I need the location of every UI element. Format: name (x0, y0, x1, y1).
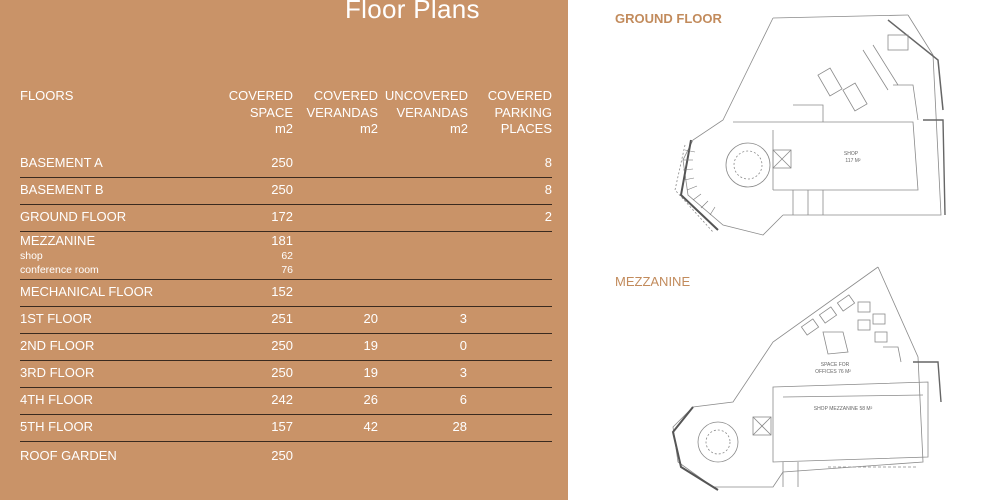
subitem-label: shop (20, 250, 43, 262)
floor-name: 1ST FLOOR (20, 311, 93, 326)
header-line: SPACE (249, 104, 293, 120)
uncovered-verandas-value: 3 (459, 311, 467, 326)
floor-name: 5TH FLOOR (20, 419, 93, 434)
covered-space-value: 250 (271, 182, 293, 197)
uncovered-verandas-value: 6 (459, 392, 467, 407)
ground-shop-area: 117 M² (845, 158, 861, 164)
header-line: COVERED (313, 88, 378, 103)
uncovered-verandas-value: 0 (459, 338, 467, 353)
covered-space-value: 250 (271, 365, 293, 380)
mezzanine-label: MEZZANINE (615, 274, 691, 289)
floor-name: ROOF GARDEN (20, 448, 117, 463)
covered-space-value: 172 (271, 209, 293, 224)
table-row (20, 306, 552, 334)
header-line: PARKING (494, 104, 552, 120)
ground-shop-label: SHOP (843, 151, 859, 157)
header-floors: FLOORS (20, 88, 74, 103)
covered-verandas-value: 26 (363, 392, 378, 407)
header-covered-parking (480, 88, 552, 138)
subitem-label: conference room (20, 264, 99, 276)
ground-floor-label: GROUND FLOOR (615, 11, 722, 26)
uncovered-verandas-value: 3 (459, 365, 467, 380)
table-row (20, 360, 552, 388)
table-row (20, 279, 552, 307)
table-row (20, 441, 552, 468)
header-line: COVERED (487, 88, 552, 103)
covered-verandas-value: 42 (363, 419, 378, 434)
uncovered-verandas-value: 28 (452, 419, 467, 434)
floor-name: MECHANICAL FLOOR (20, 284, 154, 299)
table-row (20, 150, 552, 178)
floor-name: GROUND FLOOR (20, 209, 127, 224)
table-row (20, 231, 552, 280)
header-line: UNCOVERED (384, 88, 468, 103)
floor-name: 4TH FLOOR (20, 392, 93, 407)
floor-name: BASEMENT A (20, 155, 103, 170)
floor-name: 2ND FLOOR (20, 338, 95, 353)
header-line: COVERED (228, 88, 293, 103)
table-row (20, 414, 552, 442)
covered-space-value: 152 (271, 284, 293, 299)
mezz-space-label: SPACE FOR (820, 362, 850, 368)
mezz-space-area: OFFICES 76 M² (815, 369, 851, 375)
covered-space-value: 251 (271, 311, 293, 326)
table-row (20, 177, 552, 205)
plans-panel (568, 0, 1000, 500)
header-line: VERANDAS (396, 104, 468, 120)
covered-space-value: 157 (271, 419, 293, 434)
table-row (20, 387, 552, 415)
ground-floor-plan (663, 10, 953, 242)
header-line: m2 (449, 121, 468, 136)
header-uncovered-verandas (380, 88, 468, 138)
page-title: Floor Plans (345, 0, 480, 24)
covered-verandas-value: 20 (363, 311, 378, 326)
parking-value: 8 (544, 155, 552, 170)
header-line: PLACES (500, 121, 552, 136)
header-covered-verandas (298, 88, 378, 138)
subitem-value: 62 (281, 250, 293, 262)
mezz-shop-label: SHOP MEZZANINE 58 M² (813, 406, 873, 412)
covered-verandas-value: 19 (363, 338, 378, 353)
covered-space-value: 250 (271, 448, 293, 463)
parking-value: 8 (544, 182, 552, 197)
header-line: m2 (274, 121, 293, 136)
subitem-value: 76 (281, 264, 293, 276)
covered-space-value: 181 (271, 233, 293, 248)
covered-space-value: 250 (271, 155, 293, 170)
mezzanine-plan (663, 262, 953, 494)
parking-value: 2 (544, 209, 552, 224)
floor-name: MEZZANINE (20, 233, 96, 248)
header-line: m2 (359, 121, 378, 136)
table-row (20, 333, 552, 361)
covered-verandas-value: 19 (363, 365, 378, 380)
table-row (20, 204, 552, 232)
floor-name: 3RD FLOOR (20, 365, 95, 380)
covered-space-value: 242 (271, 392, 293, 407)
covered-space-value: 250 (271, 338, 293, 353)
floor-name: BASEMENT B (20, 182, 104, 197)
header-covered-space (222, 88, 293, 138)
header-line: VERANDAS (306, 104, 378, 120)
